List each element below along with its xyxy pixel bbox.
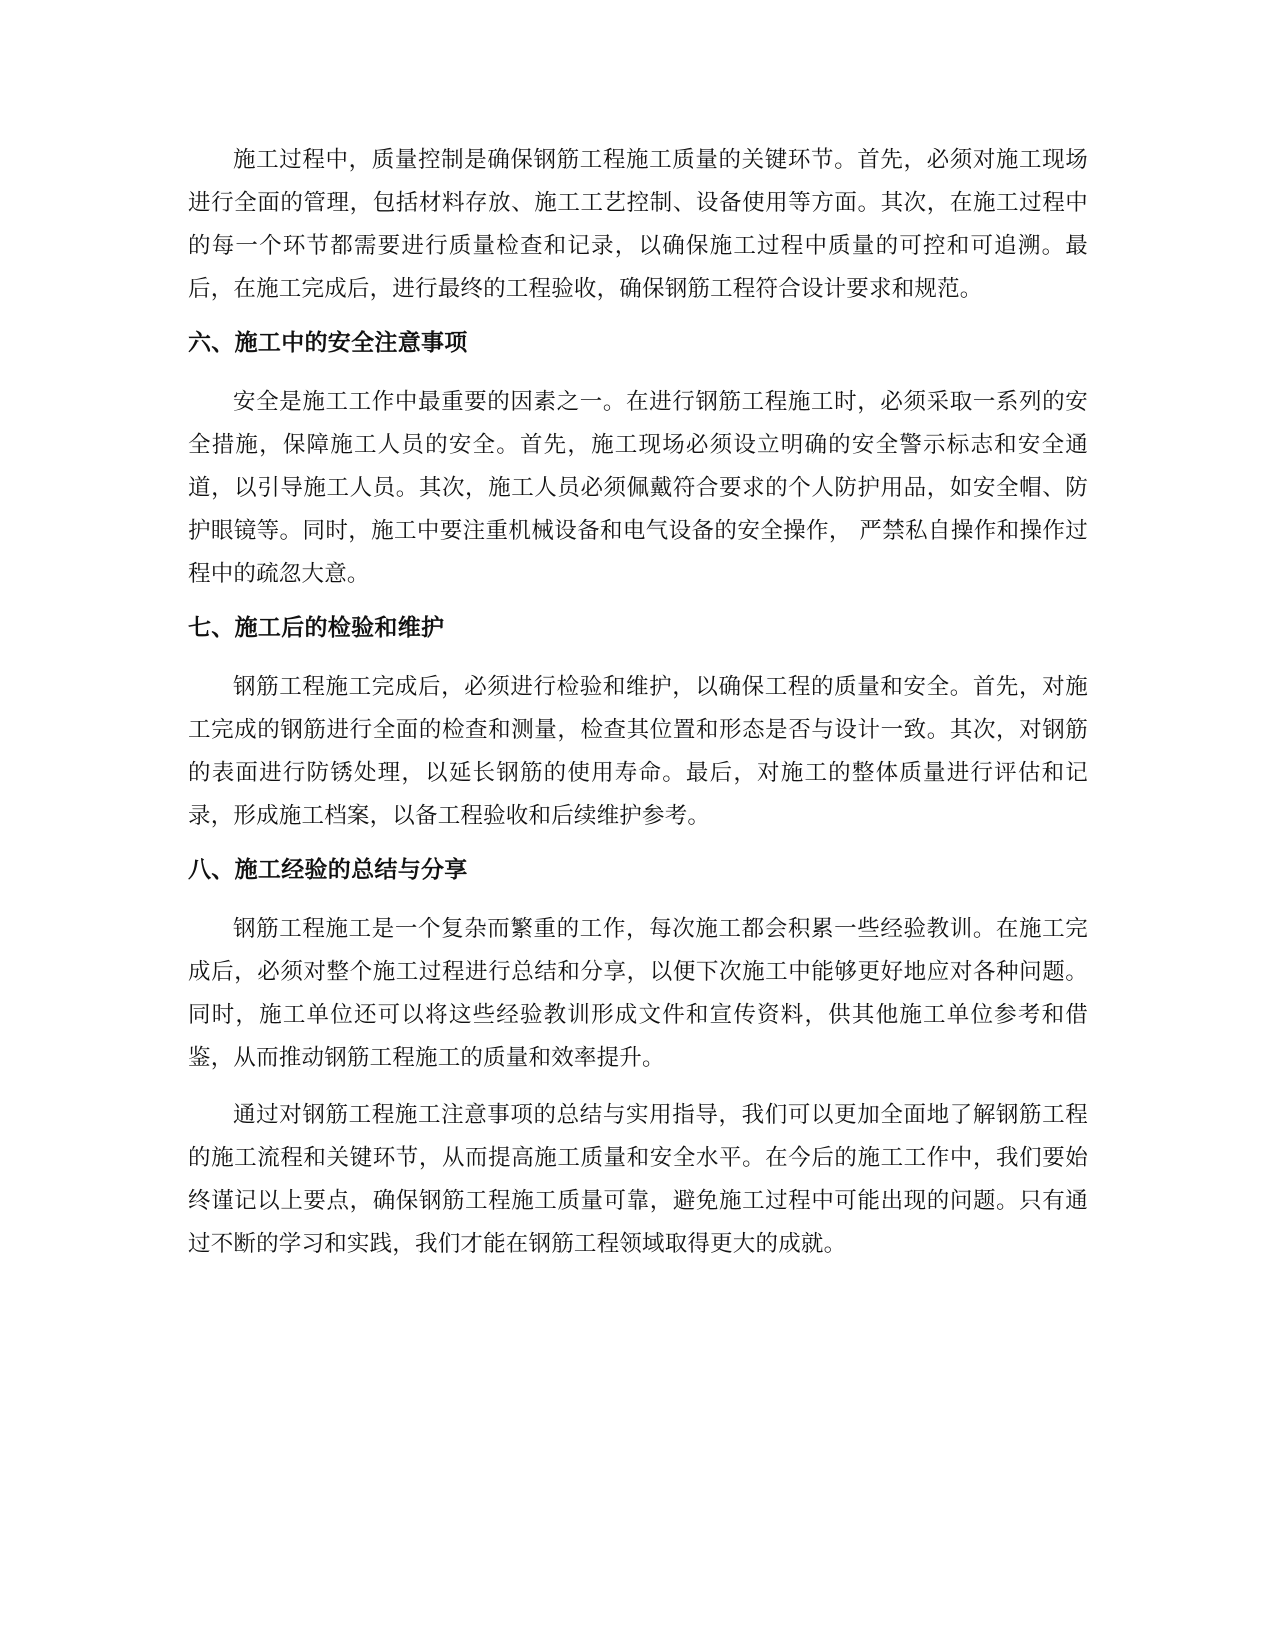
paragraph-inspection: 钢筋工程施工完成后，必须进行检验和维护，以确保工程的质量和安全。首先，对施工完成的钢筋进行全面的检查和测量，检查其位置和形态是否与设计一致。其次，对钢筋的表面进行防锈处理，以延长钢筋的使用寿命。最后，对施工的整体质量进行评估和记录，形成施工档案，以备工程验收和后续维护参考。 xyxy=(188,674,1088,829)
paragraph-safety: 安全是施工工作中最重要的因素之一。在进行钢筋工程施工时，必须采取一系列的安全措施，保障施工人员的安全。首先，施工现场必须设立明确的安全警示标志和安全通道，以引导施工人员。其次，施工人员必须佩戴符合要求的个人防护用品，如安全帽、防护眼镜等。同时，施工中要注重机械设备和电气设备的安全操作， 严禁私自操作和操作过程中的疏忽大意。 xyxy=(188,389,1088,587)
section-heading-experience: 八、施工经验的总结与分享 xyxy=(188,857,468,883)
section-heading-inspection: 七、施工后的检验和维护 xyxy=(188,615,445,641)
document-body xyxy=(188,139,1088,1280)
paragraph-quality-control: 施工过程中，质量控制是确保钢筋工程施工质量的关键环节。首先，必须对施工现场进行全面的管理，包括材料存放、施工工艺控制、设备使用等方面。其次，在施工过程中的每一个环节都需要进行质量检查和记录，以确保施工过程中质量的可控和可追溯。最后，在施工完成后，进行最终的工程验收，确保钢筋工程符合设计要求和规范。 xyxy=(188,147,1088,302)
paragraph-experience: 钢筋工程施工是一个复杂而繁重的工作，每次施工都会积累一些经验教训。在施工完成后，必须对整个施工过程进行总结和分享，以便下次施工中能够更好地应对各种问题。同时，施工单位还可以将这些经验教训形成文件和宣传资料，供其他施工单位参考和借鉴，从而推动钢筋工程施工的质量和效率提升。 xyxy=(188,916,1088,1071)
paragraph-conclusion: 通过对钢筋工程施工注意事项的总结与实用指导，我们可以更加全面地了解钢筋工程的施工流程和关键环节，从而提高施工质量和安全水平。在今后的施工工作中，我们要始终谨记以上要点，确保钢筋工程施工质量可靠，避免施工过程中可能出现的问题。只有通过不断的学习和实践，我们才能在钢筋工程领域取得更大的成就。 xyxy=(188,1102,1088,1257)
section-heading-safety: 六、施工中的安全注意事项 xyxy=(188,330,468,356)
